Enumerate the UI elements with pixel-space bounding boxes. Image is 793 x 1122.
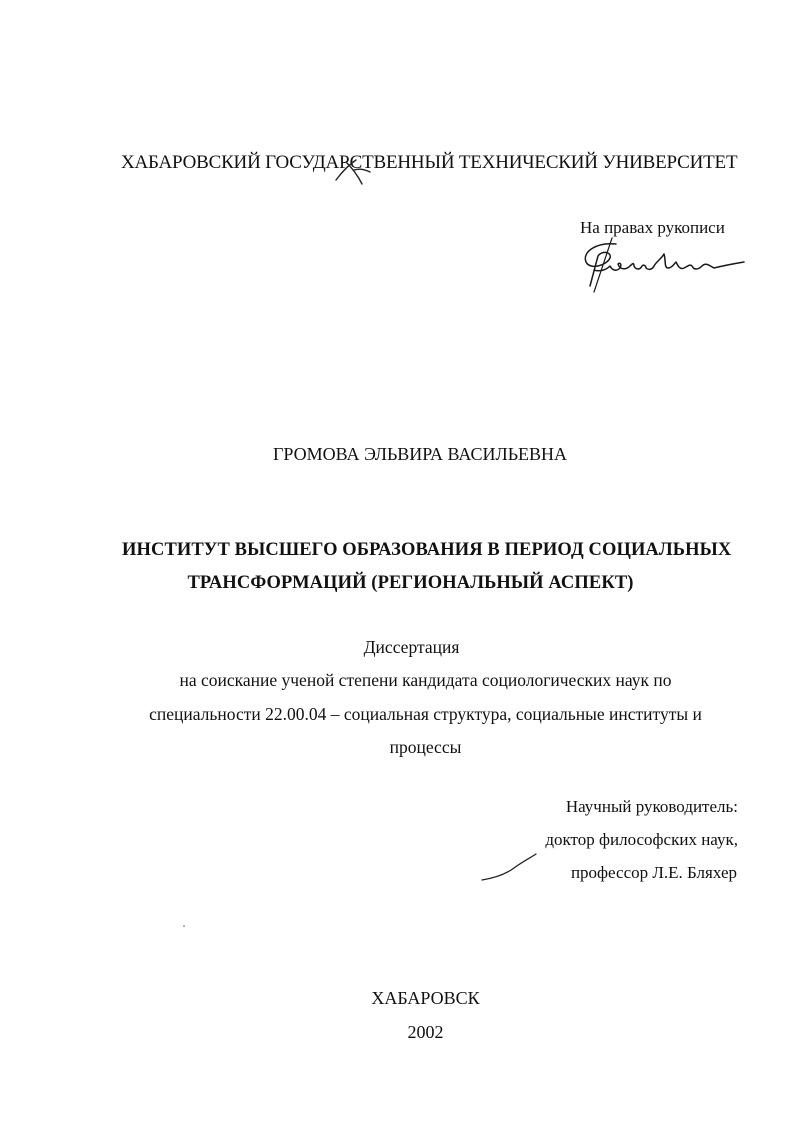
ink-scribble-icon (332, 150, 372, 190)
supervisor-name: профессор Л.Е. Бляхер (570, 863, 737, 882)
city: ХАБАРОВСК (371, 988, 480, 1008)
scan-speck (183, 925, 185, 927)
supervisor-degree: доктор философских наук, (545, 830, 738, 849)
university-name: ХАБАРОВСКИЙ ГОСУДАРСТВЕННЫЙ ТЕХНИЧЕСКИЙ УНИВЕРСИТЕТ (121, 152, 738, 173)
dissertation-title-line-1: ИНСТИТУТ ВЫСШЕГО ОБРАЗОВАНИЯ В ПЕРИОД СОЦИАЛЬНЫХ (122, 540, 732, 560)
signature-icon (576, 236, 751, 296)
work-type: Диссертация (363, 637, 460, 657)
author-name: ГРОМОВА ЭЛЬВИРА ВАСИЛЬЕВНА (273, 444, 568, 464)
degree-description-line-3: процессы (389, 737, 462, 757)
degree-description-line-2: специальности 22.00.04 – социальная структура, социальные институты и (149, 704, 702, 724)
year: 2002 (407, 1022, 444, 1042)
supervisor-heading: Научный руководитель: (565, 797, 738, 816)
dissertation-title-line-2: ТРАНСФОРМАЦИЙ (РЕГИОНАЛЬНЫЙ АСПЕКТ) (187, 573, 634, 593)
degree-description-line-1: на соискание ученой степени кандидата социологических наук по (179, 670, 672, 690)
manuscript-rights-note: На правах рукописи (580, 218, 725, 237)
pen-stroke-icon (478, 852, 540, 886)
